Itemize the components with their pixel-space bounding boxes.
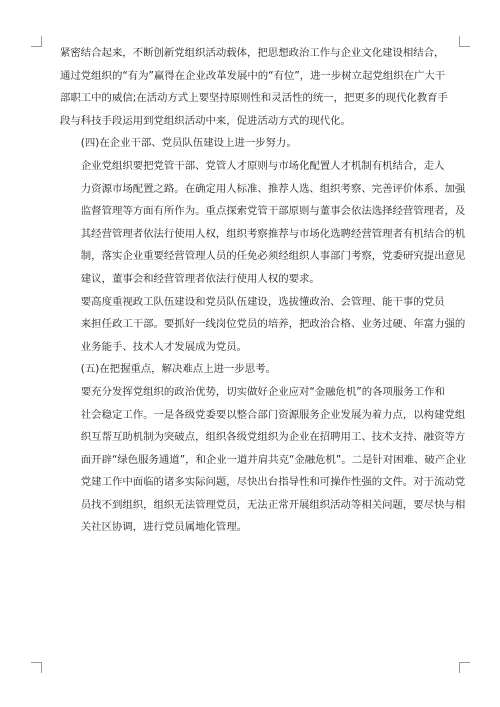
text-line: 党建工作中面临的诸多实际问题，尽快出台指导性和可操作性强的文件。对于流动党: [80, 476, 466, 489]
text-line: 通过党组织的“有为”赢得在企业改革发展中的“有位”，进一步树立起党组织在广大干: [60, 69, 446, 82]
text-line: 紧密结合起来，不断创新党组织活动载体，把思想政治工作与企业文化建设相结合，: [60, 47, 445, 59]
text-line: 面开辟“绿色服务通道”，和企业一道并肩共克“金融危机”。二是针对困难、破产企业: [80, 453, 466, 466]
paragraph: [60, 291, 466, 359]
crop-mark-bottom-right: [459, 662, 470, 673]
text-line: (四)在企业干部、党员队伍建设上进一步努力。: [80, 137, 297, 150]
paragraph: [60, 155, 466, 291]
text-line: 员找不到组织，组织无法管理党员，无法正常开展组织活动等相关问题，要尽快与相: [80, 498, 466, 511]
crop-mark-top-right: [459, 36, 470, 47]
text-line: 制，落实企业重要经营管理人员的任免必须经组织人事部门考察，党委研究提出意见: [80, 250, 466, 263]
text-line: 段与科技手段运用到党组织活动中来，促进活动方式的现代化。: [60, 114, 351, 127]
crop-mark-top-left: [31, 36, 42, 47]
text-line: 部职工中的威信;在活动方式上要坚持原则性和灵活性的统一，把更多的现代化教育手: [60, 92, 448, 105]
text-line: 企业党组织要把党管干部、党管人才原则与市场化配置人才机制有机结合，走人: [80, 159, 445, 172]
paragraph: [60, 381, 466, 539]
text-line: 其经营管理者依法行使用人权，组织考察推荐与市场化选聘经营管理者有机结合的机: [80, 227, 466, 240]
text-line: 力资源市场配置之路。在确定用人标准、推荐人选、组织考察、完善评价体系、加强: [80, 182, 466, 195]
text-line: 织互帮互助机制为突破点，组织各级党组织为企业在招聘用工、技术支持、融资等方: [80, 431, 466, 444]
text-line: 监督管理等方面有所作为。重点探索党管干部原则与董事会依法选择经营管理者，及: [80, 205, 466, 218]
paragraph: [60, 358, 444, 381]
document-body: [60, 42, 466, 539]
text-line: 来担任政工干部。要抓好一线岗位党员的培养，把政治合格、业务过硬、年富力强的: [80, 318, 466, 331]
text-line: 建议，董事会和经营管理者依法行使用人权的要求。: [80, 272, 320, 285]
text-line: 要高度重视政工队伍建设和党员队伍建设，选拔懂政治、会管理、能干事的党员: [80, 295, 445, 308]
crop-mark-bottom-left: [31, 662, 42, 673]
text-line: 关社区协调，进行党员属地化管理。: [80, 521, 248, 534]
text-line: 业务能手、技术人才发展成为党员。: [80, 340, 248, 353]
paragraph: [60, 42, 448, 132]
paragraph: [60, 132, 444, 155]
text-line: 社会稳定工作。一是各级党委要以整合部门资源服务企业发展为着力点，以构建党组: [80, 408, 466, 421]
text-line: (五)在把握重点，解决难点上进一步思考。: [80, 363, 276, 376]
text-line: 要充分发挥党组织的政治优势，切实做好企业应对“金融危机”的各项服务工作和: [80, 385, 445, 398]
